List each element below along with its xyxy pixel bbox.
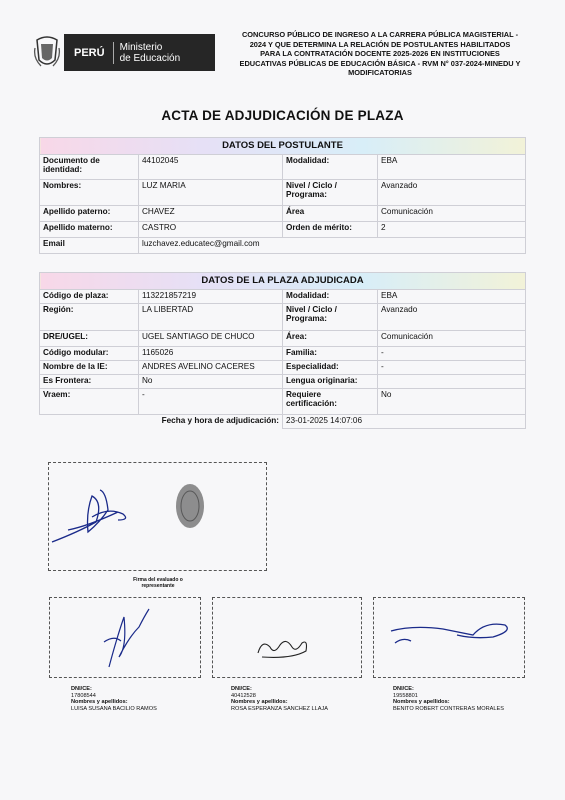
certificacion-label: Requiere certificación: [283,388,378,414]
plaza-area-label: Área: [283,330,378,346]
lengua-label: Lengua originaria: [283,374,378,388]
ministry-logo [64,34,215,71]
dre-label: DRE/UGEL: [40,330,139,346]
area-label: Área [283,205,378,221]
document-title: ACTA DE ADJUDICACIÓN DE PLAZA [161,108,404,123]
coat-of-arms-icon [33,34,61,70]
postulante-table [39,137,526,254]
nombres-label: Nombres: [40,179,139,205]
member-3-name: BENITO ROBERT CONTRERAS MORALES [393,705,504,712]
member-2-signature [212,597,360,676]
area-value: Comunicación [378,205,526,221]
ap-materno-label: Apellido materno: [40,221,139,237]
plaza-area-value: Comunicación [378,330,526,346]
especialidad-value: - [378,360,526,374]
modular-label: Código modular: [40,346,139,360]
member-3-info: DNI/CE: 19558801 Nombres y apellidos: BENITO ROBERT CONTRERAS MORALES [393,686,504,712]
nombres-value: LUZ MARIA [139,179,283,205]
member-3-dni: 19558801 [393,692,418,699]
modalidad-value: EBA [378,154,526,179]
peru-label: PERÚ [64,42,114,64]
email-label: Email [40,237,139,253]
plaza-modalidad-value: EBA [378,289,526,303]
region-value: LA LIBERTAD [139,303,283,330]
lengua-value [378,374,526,388]
fecha-value: 23-01-2025 14:07:06 [283,414,526,428]
contest-title: CONCURSO PÚBLICO DE INGRESO A LA CARRERA PÚBLICA MAGISTERIAL - 2024 Y QUE DETERMINA LA RELACIÓN DE POSTULANTES HABILITADOS PARA LA CONTRATACIÓN DOCENTE 2025-2026 EN INSTITUCIONES EDUCATIVAS PÚBLICAS DE EDUCACIÓN BÁSICA - RVM N° 037-2024-MINEDU Y MODIFICATORIAS [239,30,521,78]
ap-paterno-label: Apellido paterno: [40,205,139,221]
vraem-label: Vraem: [40,388,139,414]
email-value: luzchavez.educatec@gmail.com [139,237,526,253]
member-1-dni: 17808544 [71,692,96,699]
ie-value: ANDRES AVELINO CACERES [139,360,283,374]
plaza-table [39,272,526,429]
fecha-label: Fecha y hora de adjudicación: [40,414,283,428]
codigo-plaza-value: 113221857219 [139,289,283,303]
especialidad-label: Especialidad: [283,360,378,374]
nivel-label: Nivel / Ciclo / Programa: [283,179,378,205]
plaza-section-title: DATOS DE LA PLAZA ADJUDICADA [40,273,526,290]
member-1-name: LUISA SUSANA BACILIO RAMOS [71,705,157,712]
member-3-signature [373,597,523,676]
orden-label: Orden de mérito: [283,221,378,237]
nivel-value: Avanzado [378,179,526,205]
member-1-signature [49,597,199,676]
plaza-modalidad-label: Modalidad: [283,289,378,303]
member-2-name: ROSA ESPERANZA SANCHEZ LLAJA [231,705,328,712]
signature-caption: Firma del evaluado o representante [133,577,183,589]
postulante-section-title: DATOS DEL POSTULANTE [40,138,526,155]
ap-materno-value: CASTRO [139,221,283,237]
dre-value: UGEL SANTIAGO DE CHUCO [139,330,283,346]
orden-value: 2 [378,221,526,237]
frontera-value: No [139,374,283,388]
plaza-nivel-label: Nivel / Ciclo / Programa: [283,303,378,330]
member-1-info: DNI/CE: 17808544 Nombres y apellidos: LUISA SUSANA BACILIO RAMOS [71,686,157,712]
ministry-name: Ministerio de Educación [119,41,181,64]
member-2-dni: 40412528 [231,692,256,699]
modalidad-label: Modalidad: [283,154,378,179]
ap-paterno-value: CHAVEZ [139,205,283,221]
doc-label: Documento de identidad: [40,154,139,179]
region-label: Región: [40,303,139,330]
member-2-info: DNI/CE: 40412528 Nombres y apellidos: ROSA ESPERANZA SANCHEZ LLAJA [231,686,328,712]
modular-value: 1165026 [139,346,283,360]
familia-label: Familia: [283,346,378,360]
familia-value: - [378,346,526,360]
vraem-value: - [139,388,283,414]
evaluado-signature [48,462,265,569]
ie-label: Nombre de la IE: [40,360,139,374]
doc-value: 44102045 [139,154,283,179]
certificacion-value: No [378,388,526,414]
codigo-plaza-label: Código de plaza: [40,289,139,303]
frontera-label: Es Frontera: [40,374,139,388]
plaza-nivel-value: Avanzado [378,303,526,330]
